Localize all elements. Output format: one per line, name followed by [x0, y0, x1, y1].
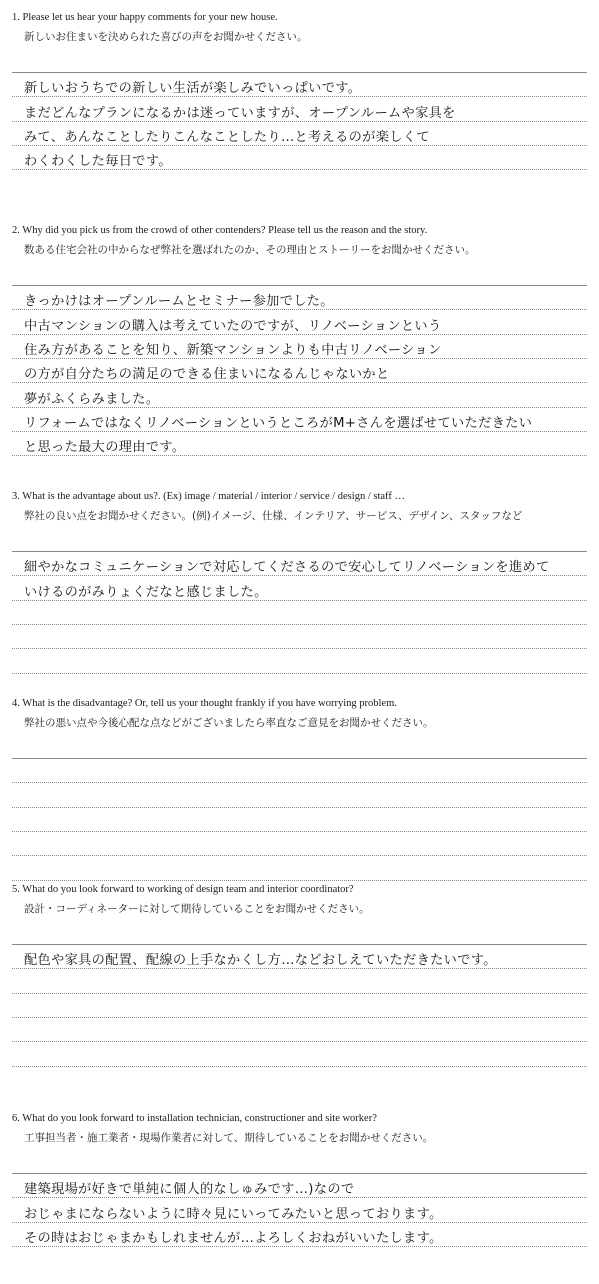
answer-rule-line: [12, 993, 587, 994]
question-2: [0, 225, 599, 459]
answer-rule-line: [12, 169, 587, 170]
question-text-en: 5. What do you look forward to working of design team and interior coordinator?: [12, 884, 354, 895]
answer-rule-line: [12, 1173, 587, 1174]
answer-rule-line: [12, 121, 587, 122]
answer-rule-line: [12, 285, 587, 286]
question-3: [0, 491, 599, 677]
answer-rule-line: [12, 624, 587, 625]
question-text-ja: 工事担当者・施工業者・現場作業者に対して、期待していることをお聞かせください。: [24, 1132, 434, 1144]
answer-rule-line: [12, 880, 587, 881]
handwritten-answer-line: その時はおじゃまかもしれませんが…よろしくおねがいいたします。: [24, 1230, 443, 1246]
answer-rule-line: [12, 309, 587, 310]
handwritten-answer-line: まだどんなプランになるかは迷っていますが、オープンルームや家具を: [24, 105, 456, 121]
answer-rule-line: [12, 807, 587, 808]
handwritten-answer-line: と思った最大の理由です。: [24, 440, 186, 456]
answer-rule-line: [12, 358, 587, 359]
answer-rule-line: [12, 1246, 587, 1247]
answer-rule-line: [12, 431, 587, 432]
handwritten-answer-line: みて、あんなことしたりこんなことしたり…と考えるのが楽しくて: [24, 129, 430, 145]
question-text-ja: 数ある住宅会社の中からなぜ弊社を選ばれたのか、その理由とストーリーをお聞かせください。: [24, 244, 476, 256]
handwritten-answer-line: 建築現場が好きで単純に個人的なしゅみです…)なので: [24, 1182, 355, 1198]
question-5: [0, 884, 599, 1070]
question-6: [0, 1113, 599, 1250]
handwritten-answer-line: の方が自分たちの満足のできる住まいになるんじゃないかと: [24, 367, 390, 383]
answer-rule-line: [12, 831, 587, 832]
question-text-en: 2. Why did you pick us from the crowd of other contenders? Please tell us the reason and the story.: [12, 225, 428, 236]
answer-rule-line: [12, 968, 587, 969]
answer-rule-line: [12, 72, 587, 73]
handwritten-answer-line: 細やかなコミュニケーションで対応してくださるので安心してリノベーションを進めて: [24, 560, 550, 576]
question-text-en: 6. What do you look forward to installation technician, constructioner and site worker?: [12, 1113, 377, 1124]
question-text-ja: 弊社の悪い点や今後心配な点などがございましたら率直なご意見をお聞かせください。: [24, 717, 434, 729]
answer-rule-line: [12, 407, 587, 408]
handwritten-answer-line: きっかけはオープンルームとセミナー参加でした。: [24, 294, 334, 310]
answer-rule-line: [12, 455, 587, 456]
answer-rule-line: [12, 1041, 587, 1042]
answer-rule-line: [12, 1197, 587, 1198]
handwritten-answer-line: わくわくした毎日です。: [24, 154, 172, 170]
answer-rule-line: [12, 96, 587, 97]
answer-rule-line: [12, 600, 587, 601]
answer-rule-line: [12, 1222, 587, 1223]
answer-rule-line: [12, 551, 587, 552]
question-text-en: 4. What is the disadvantage? Or, tell us your thought frankly if you have worrying problem.: [12, 698, 397, 709]
answer-rule-line: [12, 382, 587, 383]
question-4: [0, 698, 599, 884]
answer-rule-line: [12, 944, 587, 945]
question-text-ja: 弊社の良い点をお聞かせください。(例)イメージ、仕様、インテリア、サービス、デザイン、スタッフなど: [24, 510, 523, 522]
answer-rule-line: [12, 648, 587, 649]
answer-rule-line: [12, 1066, 587, 1067]
handwritten-answer-line: リフォームではなくリノベーションというところがM+さんを選ばせていただきたい: [24, 415, 533, 431]
handwritten-answer-line: 夢がふくらみました。: [24, 391, 160, 407]
question-text-ja: 新しいお住まいを決められた喜びの声をお聞かせください。: [24, 31, 308, 43]
handwritten-answer-line: いけるのがみりょくだなと感じました。: [24, 584, 268, 600]
handwritten-answer-line: おじゃまにならないように時々見にいってみたいと思っております。: [24, 1206, 443, 1222]
answer-rule-line: [12, 145, 587, 146]
handwritten-answer-line: 配色や家具の配置、配線の上手なかくし方…などおしえていただきたいです。: [24, 953, 497, 969]
answer-rule-line: [12, 782, 587, 783]
question-1: [0, 12, 599, 173]
answer-rule-line: [12, 673, 587, 674]
question-text-ja: 設計・コーディネーターに対して期待していることをお聞かせください。: [24, 903, 370, 915]
question-text-en: 3. What is the advantage about us?. (Ex) image / material / interior / service / design / staff …: [12, 491, 405, 502]
answer-rule-line: [12, 855, 587, 856]
handwritten-answer-line: 住み方があることを知り、新築マンションよりも中古リノベーション: [24, 342, 442, 358]
answer-rule-line: [12, 758, 587, 759]
handwritten-answer-line: 中古マンションの購入は考えていたのですが、リノベーションという: [24, 318, 442, 334]
question-text-en: 1. Please let us hear your happy comments for your new house.: [12, 12, 278, 23]
answer-rule-line: [12, 575, 587, 576]
answer-rule-line: [12, 1017, 587, 1018]
answer-rule-line: [12, 334, 587, 335]
handwritten-answer-line: 新しいおうちでの新しい生活が楽しみでいっぱいです。: [24, 81, 362, 97]
